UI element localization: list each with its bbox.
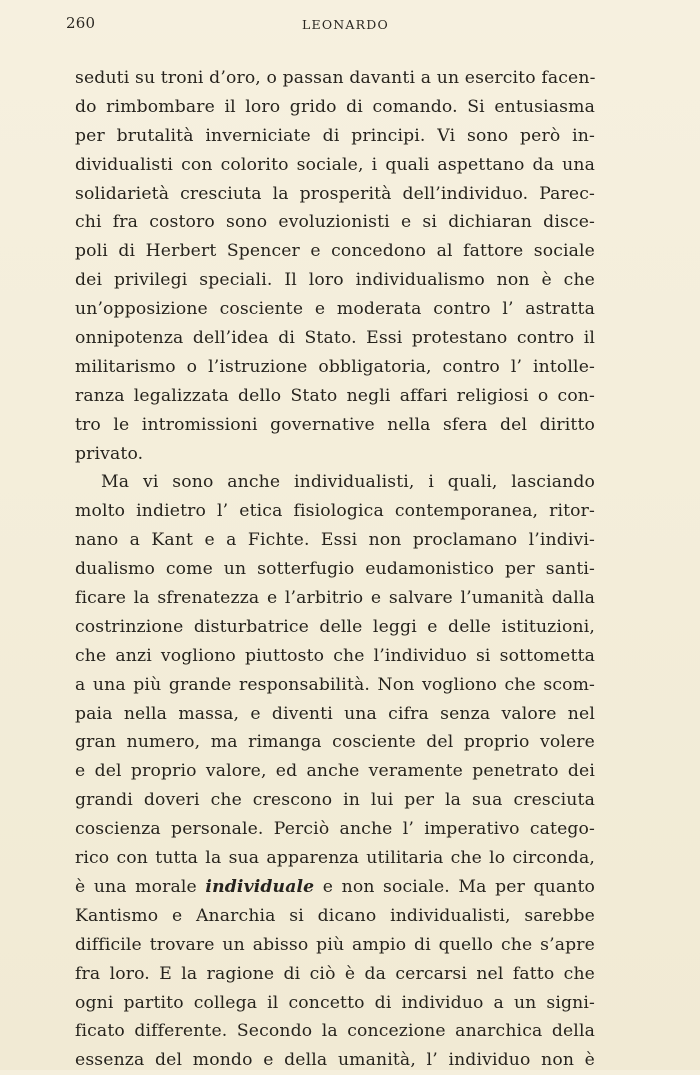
text-segment: e non sociale. Ma per quanto — [314, 876, 595, 897]
text-line: onnipotenza dell’idea di Stato. Essi protestano contro il — [75, 328, 595, 349]
text-line: a una più grande responsabilità. Non vogliono che scom- — [75, 674, 595, 695]
italic-word: individuale — [205, 876, 315, 897]
text-segment: è una morale — [75, 876, 206, 897]
text-line: ficare la sfrenatezza e l’arbitrio e salvare l’umanità dalla — [75, 588, 595, 609]
page-number: 260 — [66, 14, 96, 32]
text-line: dei privilegi speciali. Il loro individualismo non è che — [75, 270, 595, 291]
text-line: tro le intromissioni governative nella sfera del diritto — [75, 414, 595, 435]
text-line: paia nella massa, e diventi una cifra senza valore nel — [75, 703, 595, 724]
text-line: per brutalità inverniciate di principi. Vi sono però in- — [75, 125, 595, 146]
paragraph-2 — [75, 468, 595, 1075]
text-line: Ma vi sono anche individualisti, i quali, lasciando — [101, 472, 595, 493]
text-line: ficato differente. Secondo la concezione anarchica della — [75, 1021, 595, 1042]
text-line: ogni partito collega il concetto di individuo a un signi- — [75, 992, 595, 1013]
text-line: solidarietà cresciuta la prosperità dell’individuo. Parec- — [75, 183, 595, 204]
text-line: molto indietro l’ etica fisiologica contemporanea, ritor- — [75, 501, 595, 522]
text-line: do rimbombare il loro grido di comando. Si entusiasma — [75, 96, 595, 117]
page-header — [0, 14, 700, 36]
text-line: dualismo come un sotterfugio eudamonistico per santi- — [75, 559, 595, 580]
text-line: rico con tutta la sua apparenza utilitaria che lo circonda, — [75, 848, 595, 869]
paragraph-1 — [75, 64, 595, 468]
text-line: dividualisti con colorito sociale, i quali aspettano da una — [75, 154, 595, 175]
text-line: militarismo o l’istruzione obbligatoria, contro l’ intolle- — [75, 356, 595, 377]
text-line: chi fra costoro sono evoluzionisti e si dichiaran disce- — [75, 212, 595, 233]
text-line: gran numero, ma rimanga cosciente del proprio volere — [75, 732, 595, 753]
text-line: nano a Kant e a Fichte. Essi non proclamano l’indivi- — [75, 530, 595, 551]
text-line: privato. — [75, 443, 144, 464]
text-line: ranza legalizzata dello Stato negli affari religiosi o con- — [75, 385, 595, 406]
text-line: che anzi vogliono piuttosto che l’individuo si sottometta — [75, 645, 595, 666]
text-line: costrinzione disturbatrice delle leggi e delle istituzioni, — [75, 616, 595, 637]
text-line: essenza del mondo e della umanità, l’ individuo non è — [75, 1050, 595, 1071]
text-line: coscienza personale. Perciò anche l’ imperativo catego- — [75, 819, 595, 840]
text-line: un’opposizione cosciente e moderata contro l’ astratta — [75, 299, 595, 320]
text-line-with-italic — [75, 873, 595, 902]
text-line: e del proprio valore, ed anche veramente penetrato dei — [75, 761, 595, 782]
running-head: LEONARDO — [302, 17, 389, 32]
text-line: poli di Herbert Spencer e concedono al fattore sociale — [75, 241, 595, 262]
text-line: seduti su troni d’oro, o passan davanti a un esercito facen- — [75, 68, 596, 88]
text-line: grandi doveri che crescono in lui per la sua cresciuta — [75, 790, 595, 811]
text-line: Kantismo e Anarchia si dicano individualisti, sarebbe — [75, 905, 595, 926]
text-line: difficile trovare un abisso più ampio di quello che s’apre — [75, 934, 595, 955]
text-line: fra loro. E la ragione di ciò è da cercarsi nel fatto che — [75, 963, 595, 984]
body-text — [75, 64, 595, 1075]
